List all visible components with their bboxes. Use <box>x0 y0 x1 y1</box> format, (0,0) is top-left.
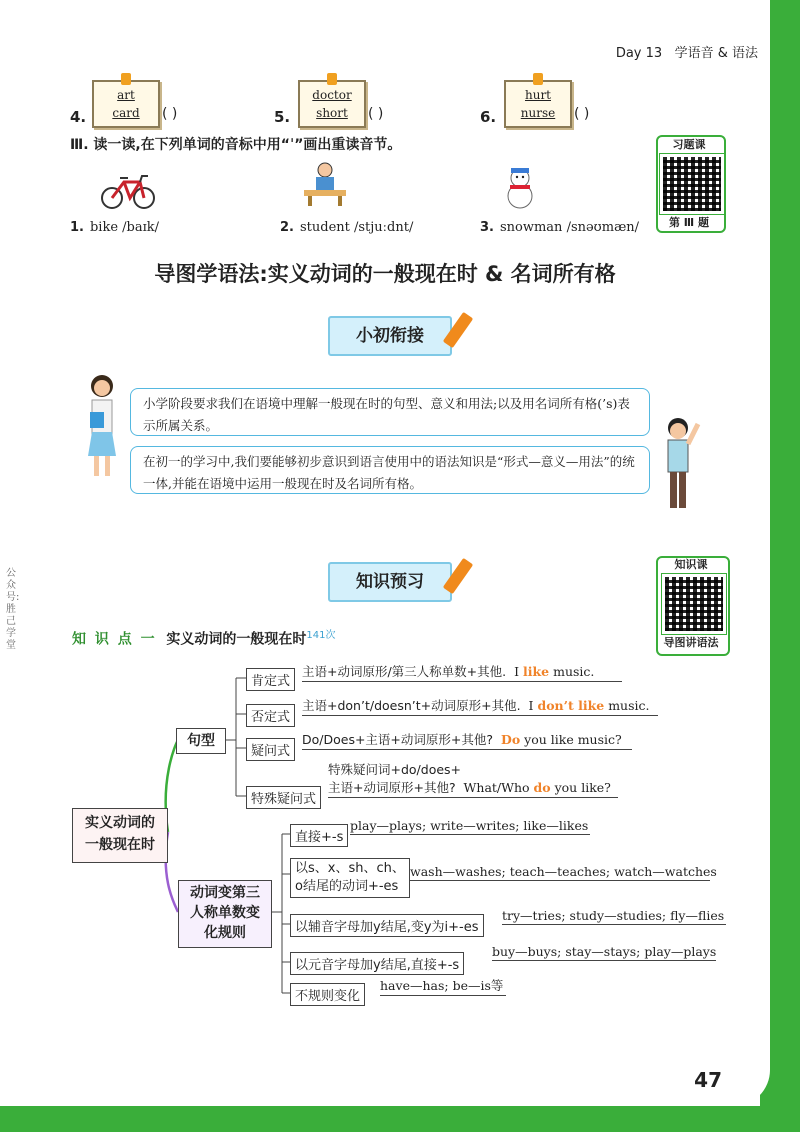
type-wh-question: 特殊疑问式 <box>246 786 321 809</box>
word-text: snowman /snəʊmæn/ <box>499 220 640 235</box>
example-text: I <box>528 698 538 713</box>
type-negative: 否定式 <box>246 704 295 727</box>
day-label: Day 13 <box>615 46 663 61</box>
card-word: short <box>316 106 348 120</box>
group-line: 人称单数变 <box>190 905 260 921</box>
example-s: play—plays; write—writes; like—likes <box>350 818 589 833</box>
group-sentence-types: 句型 <box>176 728 226 754</box>
example-text: What/Who <box>463 780 534 795</box>
card-word: art <box>117 88 135 102</box>
card-word: hurt <box>524 88 551 102</box>
page-title: 导图学语法:实义动词的一般现在时 & 名词所有格 <box>154 262 616 286</box>
rule-label-line: 以s、x、sh、ch、 <box>295 861 405 876</box>
banner-preview: 知识预习 <box>328 562 452 602</box>
example-vowel-y: buy—buys; stay—stays; play—plays <box>492 944 717 959</box>
knowledge-label: 知 识 点 一 <box>72 631 157 648</box>
example-highlight: Do <box>500 732 521 747</box>
item-5-num: 5. <box>274 108 291 126</box>
rule-label-vowel-y: 以元音字母加y结尾,直接+-s <box>290 952 464 975</box>
speech-bubble-2: 在初一的学习中,我们要能够初步意识到语言使用中的语法知识是“形式—意义—用法”的统一体,并能在语境中运用一般现在时及名词所有格。 <box>130 446 650 494</box>
section-3-title: Ⅲ. 读一读,在下列单词的音标中用“ˈ”画出重读音节。 <box>70 137 402 153</box>
page-number: 47 <box>694 1068 722 1092</box>
root-line: 一般现在时 <box>85 837 155 853</box>
root-line: 实义动词的 <box>85 815 155 831</box>
example-text: music. <box>604 698 650 713</box>
rule-affirmative <box>302 662 622 682</box>
rule-label-ies: 以辅音字母加y结尾,变y为i+-es <box>290 914 484 937</box>
answer-blank[interactable]: ( ) <box>574 106 590 122</box>
rule-text: 主语+动词原形+其他? <box>328 780 456 795</box>
example-irregular: have—has; be—is等 <box>380 976 506 996</box>
qr-top-label: 知识课 <box>674 558 708 571</box>
banner-transition: 小初衔接 <box>328 316 452 356</box>
rule-label-irregular: 不规则变化 <box>290 983 365 1006</box>
example-highlight: do <box>533 780 551 795</box>
card-word: card <box>112 106 140 120</box>
speech-bubble-1: 小学阶段要求我们在语境中理解一般现在时的句型、意义和用法;以及用名词所有格(’s)表示所属关系。 <box>130 388 650 436</box>
example-es: wash—washes; teach—teaches; watch—watches <box>410 864 717 879</box>
word-text: bike /baɪk/ <box>89 220 160 235</box>
rule-text: 主语+don’t/doesn’t+动词原形+其他. <box>302 698 521 713</box>
qr-bottom-label: 第 Ⅲ 题 <box>668 216 710 229</box>
example-text: you like? <box>550 780 611 795</box>
mindmap-root <box>72 808 168 863</box>
type-affirmative: 肯定式 <box>246 668 295 691</box>
qr-top-label: 习题课 <box>672 138 706 151</box>
example-highlight: don’t like <box>537 698 605 713</box>
knowledge-count: 141次 <box>306 630 336 641</box>
item-4-num: 4. <box>70 108 87 126</box>
rule-label-es <box>290 858 410 898</box>
item-6-num: 6. <box>480 108 497 126</box>
answer-blank[interactable]: ( ) <box>162 106 178 122</box>
group-line: 动词变第三 <box>190 885 260 901</box>
example-text: music. <box>549 664 595 679</box>
side-watermark: 公众号:胜己学堂 <box>6 568 20 651</box>
example-ies: try—tries; study—studies; fly—flies <box>502 908 725 923</box>
word-num: 2. <box>280 220 294 235</box>
rule-label-line: o结尾的动词+-es <box>295 879 399 894</box>
word-num: 3. <box>480 220 494 235</box>
wh-question-top: 特殊疑问词+do/does+ <box>328 762 462 777</box>
type-question: 疑问式 <box>246 738 295 761</box>
rule-text: 主语+动词原形/第三人称单数+其他. <box>302 664 507 679</box>
section-label: 学语音 & 语法 <box>674 46 758 61</box>
word-text: student /stjuːdnt/ <box>299 220 414 235</box>
example-highlight: like <box>523 664 550 679</box>
word-num: 1. <box>70 220 84 235</box>
rule-negative <box>302 696 658 716</box>
group-third-person <box>178 880 272 948</box>
rule-text: Do/Does+主语+动词原形+其他? <box>302 732 494 747</box>
group-line: 化规则 <box>204 925 246 941</box>
rule-wh-question <box>328 778 618 798</box>
rule-label-s: 直接+-s <box>290 824 348 847</box>
rule-question <box>302 730 632 750</box>
knowledge-title: 实义动词的一般现在时 <box>166 631 307 648</box>
example-text: I <box>514 664 524 679</box>
card-word: doctor <box>312 88 352 102</box>
answer-blank[interactable]: ( ) <box>368 106 384 122</box>
card-word: nurse <box>520 106 556 120</box>
qr-bottom-label: 导图讲语法 <box>663 636 719 649</box>
example-text: you like music? <box>520 732 622 747</box>
